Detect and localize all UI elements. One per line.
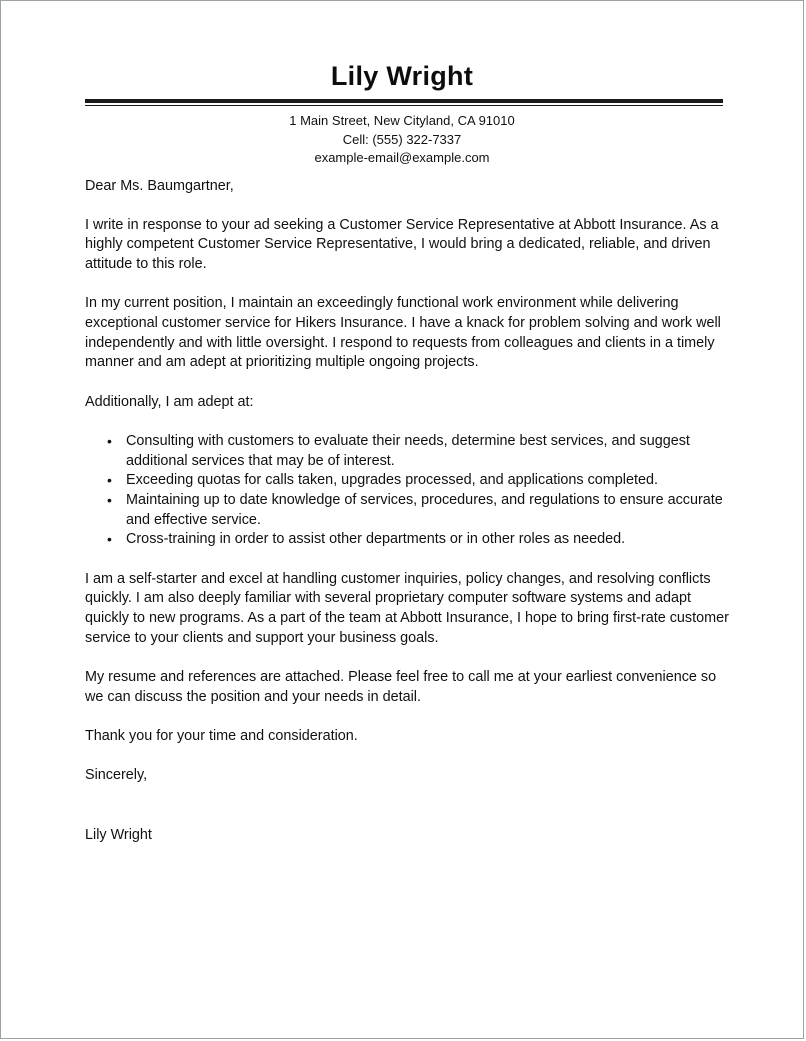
header-rule-thick (85, 99, 723, 103)
contact-phone: Cell: (555) 322-7337 (342, 131, 462, 147)
paragraph-current-position: In my current position, I maintain an exceedingly functional work environment while delivering exceptional customer service for Hikers Insurance. I have a knack for problem solving and work well independently and with little oversight. I respond to requests from colleagues and clients in a timely manner and am adept at prioritizing multiple ongoing projects. (85, 295, 721, 371)
list-item-text: Exceeding quotas for calls taken, upgrades processed, and applications completed. (126, 472, 658, 489)
contact-address: 1 Main Street, New Cityland, CA 91010 (289, 113, 515, 128)
bullet-icon: • (107, 531, 112, 548)
contact-block (1, 112, 803, 168)
signature-name: Lily Wright (85, 826, 152, 843)
list-item (85, 471, 735, 491)
list-item-text: Cross-training in order to assist other departments or in other roles as needed. (126, 531, 626, 548)
header-rule-thin (85, 105, 723, 106)
signature-space (85, 786, 735, 826)
bullet-icon: • (107, 432, 112, 449)
bullet-icon: • (107, 491, 112, 508)
list-item (85, 491, 735, 530)
applicant-name: Lily Wright (330, 61, 474, 91)
contact-email: example-email@example.com (314, 150, 490, 165)
letter-body (85, 177, 735, 845)
paragraph-resume: My resume and references are attached. Please feel free to call me at your earliest convenience so we can discuss the position and your needs in detail. (85, 668, 717, 705)
paragraph-self-starter: I am a self-starter and excel at handling customer inquiries, policy changes, and resolving conflicts quickly. I am also deeply familiar with several proprietary computer software systems and adapt quickly to new programs. As a part of the team at Abbott Insurance, I hope to bring first-rate customer service to your clients and support your business goals. (85, 570, 729, 646)
list-item (85, 432, 735, 471)
bullet-icon: • (107, 472, 112, 489)
list-item (85, 530, 735, 550)
paragraph-intro: I write in response to your ad seeking a Customer Service Representative at Abbott Insurance. As a highly competent Customer Service Representative, I would bring a dedicated, reliable, and driven attitude to this role. (85, 216, 719, 273)
list-item-text: Consulting with customers to evaluate their needs, determine best services, and suggest additional services that may be of interest. (126, 432, 690, 469)
paragraph-skills-intro: Additionally, I am adept at: (85, 393, 254, 410)
salutation: Dear Ms. Baumgartner, (85, 178, 234, 194)
skills-list (85, 432, 735, 550)
list-item-text: Maintaining up to date knowledge of services, procedures, and regulations to ensure accurate and effective service. (126, 491, 723, 528)
paragraph-thanks: Thank you for your time and consideration. (85, 727, 358, 744)
closing: Sincerely, (85, 766, 148, 783)
